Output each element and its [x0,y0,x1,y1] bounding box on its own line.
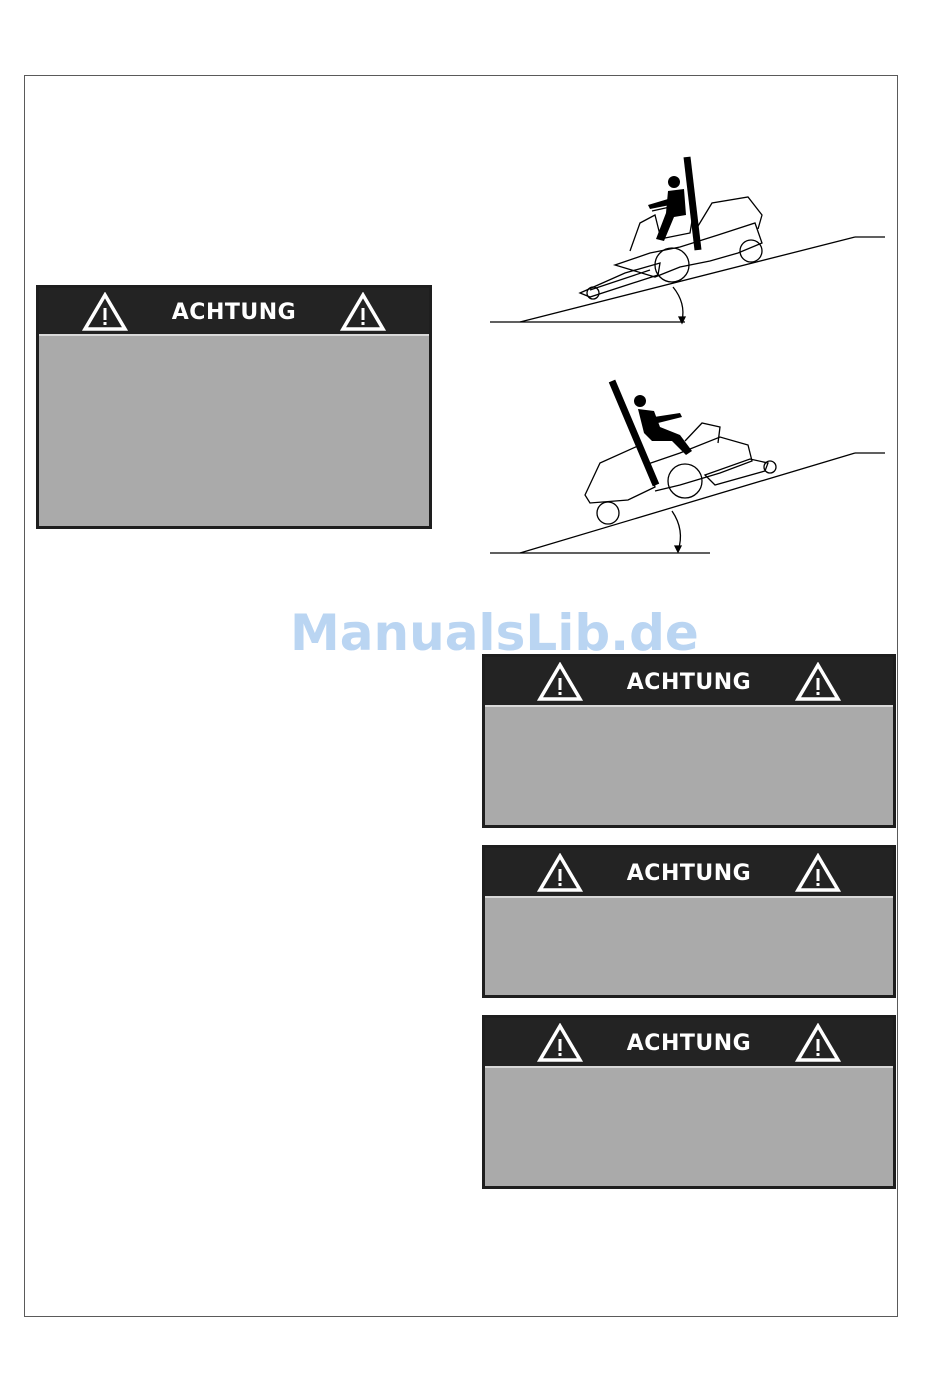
warning-triangle-icon [795,662,841,702]
warning-header [485,657,893,707]
watermark: ManualsLib.de [290,604,699,662]
warning-triangle-icon [340,292,386,332]
warning-box-2 [482,654,896,828]
warning-header [39,288,429,336]
warning-header [485,1018,893,1068]
slope-line [520,237,855,322]
warning-triangle-icon [795,853,841,893]
warning-title: ACHTUNG [626,860,752,886]
warning-triangle-icon [82,292,128,332]
warning-box-4 [482,1015,896,1189]
warning-header [485,848,893,898]
warning-title: ACHTUNG [171,299,297,325]
warning-box-3 [482,845,896,998]
warning-title: ACHTUNG [626,669,752,695]
mower-reverse-illustration [480,375,900,570]
warning-triangle-icon [537,662,583,702]
warning-triangle-icon [537,853,583,893]
mower-uphill-illustration [480,145,900,335]
warning-triangle-icon [537,1023,583,1063]
warning-title: ACHTUNG [626,1030,752,1056]
slope-line [520,453,855,553]
warning-triangle-icon [795,1023,841,1063]
warning-box-1 [36,285,432,529]
